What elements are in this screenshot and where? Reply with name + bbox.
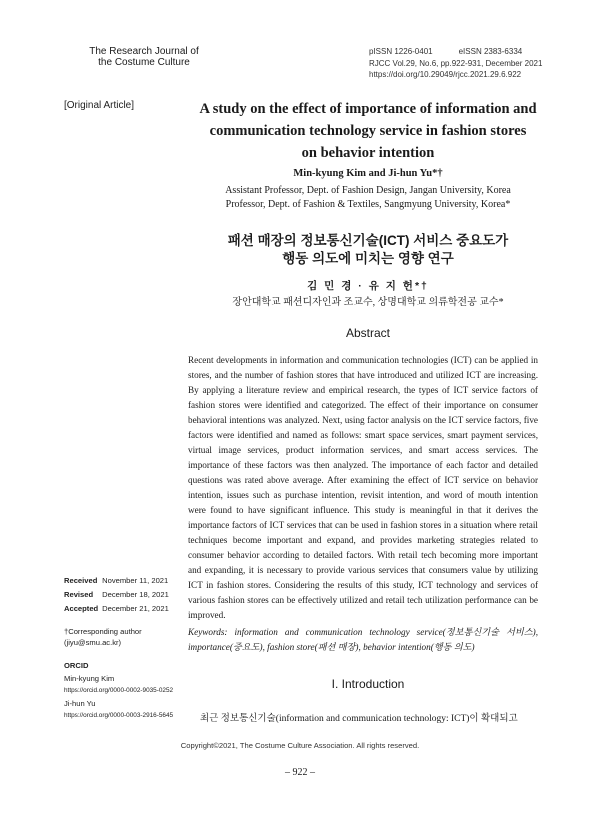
korean-affiliations: 장안대학교 패션디자인과 조교수, 상명대학교 의류학전공 교수* — [232, 297, 504, 308]
english-affiliation-2: Professor, Dept. of Fashion & Textiles, Sangmyung University, Korea* — [225, 199, 511, 210]
article-metadata — [64, 574, 179, 723]
corresponding-author — [64, 626, 179, 648]
keywords: Keywords: information and communication technology service(정보통신기술 서비스), importance(중요도), fashion store(패션 매장), behavior intention(행동 의도) — [188, 627, 538, 652]
orcid-author1-name: Min-kyung Kim — [64, 673, 115, 683]
english-title — [183, 98, 553, 164]
accepted-date: December 21, 2021 — [102, 604, 169, 613]
corresponding-email[interactable]: (jiyu@smu.ac.kr) — [64, 638, 122, 647]
english-affiliations — [183, 184, 553, 212]
english-title-line1: A study on the effect of importance of information and — [199, 101, 537, 117]
article-type: [Original Article] — [64, 100, 135, 111]
introduction-heading: I. Introduction — [331, 677, 405, 691]
revised-date: December 18, 2021 — [102, 590, 169, 599]
journal-name-line1: The Research Journal of — [89, 46, 199, 57]
english-title-line3: on behavior intention — [301, 145, 435, 161]
eissn: eISSN 2383-6334 — [458, 47, 523, 56]
copyright-notice: Copyright©2021, The Costume Culture Association. All rights reserved. — [180, 741, 420, 750]
pissn: pISSN 1226-0401 — [369, 47, 433, 56]
revised-row — [64, 588, 179, 602]
page-number: – 922 – — [285, 767, 315, 778]
doi-link[interactable]: https://doi.org/10.29049/rjcc.2021.29.6.922 — [369, 70, 522, 79]
revised-label: Revised — [64, 590, 94, 599]
english-affiliation-1: Assistant Professor, Dept. of Fashion Design, Jangan University, Korea — [225, 185, 511, 196]
orcid-author2-name: Ji-hun Yu — [64, 698, 96, 708]
received-row — [64, 574, 179, 588]
english-title-line2: communication technology service in fashion stores — [209, 123, 527, 139]
introduction-text: 최근 정보통신기술(information and communication technology: ICT)이 확대되고 — [200, 714, 518, 724]
issn-row — [369, 46, 537, 58]
accepted-label: Accepted — [64, 604, 99, 613]
received-date: November 11, 2021 — [102, 576, 169, 585]
english-authors: Min-kyung Kim and Ji-hun Yu*† — [293, 168, 443, 179]
orcid-section — [64, 660, 179, 723]
orcid-author1-link[interactable]: https://orcid.org/0000-0002-9035-0252 — [64, 687, 174, 694]
citation: RJCC Vol.29, No.6, pp.922-931, December 2021 — [369, 58, 543, 68]
orcid-heading: ORCID — [64, 661, 89, 670]
journal-name-line2: the Costume Culture — [98, 57, 190, 68]
publication-info — [369, 46, 543, 81]
accepted-row — [64, 602, 179, 616]
abstract-heading: Abstract — [345, 326, 390, 340]
korean-authors: 김 민 경 · 유 지 헌*† — [307, 280, 429, 292]
korean-title — [183, 232, 553, 268]
abstract-body: Recent developments in information and communication technologies (ICT) can be applied in stores, and the number of fashion stores that have introduced and utilized ICT are increasing. By applying a literature review and empirical research, the types of ICT service factors of fashion stores were identified and categorized. The effect of their importance on consumer behavioral intentions was analyzed. Next, using factor analysis on the ICT service factors, five factors were identified and named as follows: smart space services, smart payment services, virtual image services, product information services, and smart access services. The importance of these factors was then analyzed. The importance of each factor and detailed questions was rated above average. After examining the effect of ICT service on behavior intention, issues such as purchase intention, revisit intention, and word of mouth intention were found to have significant influence. This study is meaningful in that it derives the importance factors of ICT services that can be used in fashion stores in a situation where retail techniques become important and expand, and provides marketing strategies related to consumer behavior according to detailed factors. With retail tech becoming more important and expanding, it is necessary to provide various services that consumers value by utilizing ICT in fashion stores. Considering the results of this study, ICT technology and services of various fashion stores can be effectively utilized and retail tech utilization performance can be improved. — [188, 355, 538, 620]
orcid-author2-link[interactable]: https://orcid.org/0000-0003-2916-5645 — [64, 712, 174, 719]
korean-title-line1: 패션 매장의 정보통신기술(ICT) 서비스 중요도가 — [227, 233, 509, 248]
corresponding-label: †Corresponding author — [64, 627, 142, 636]
journal-name — [64, 46, 224, 68]
korean-title-line2: 행동 의도에 미치는 영향 연구 — [282, 251, 454, 266]
received-label: Received — [64, 576, 98, 585]
